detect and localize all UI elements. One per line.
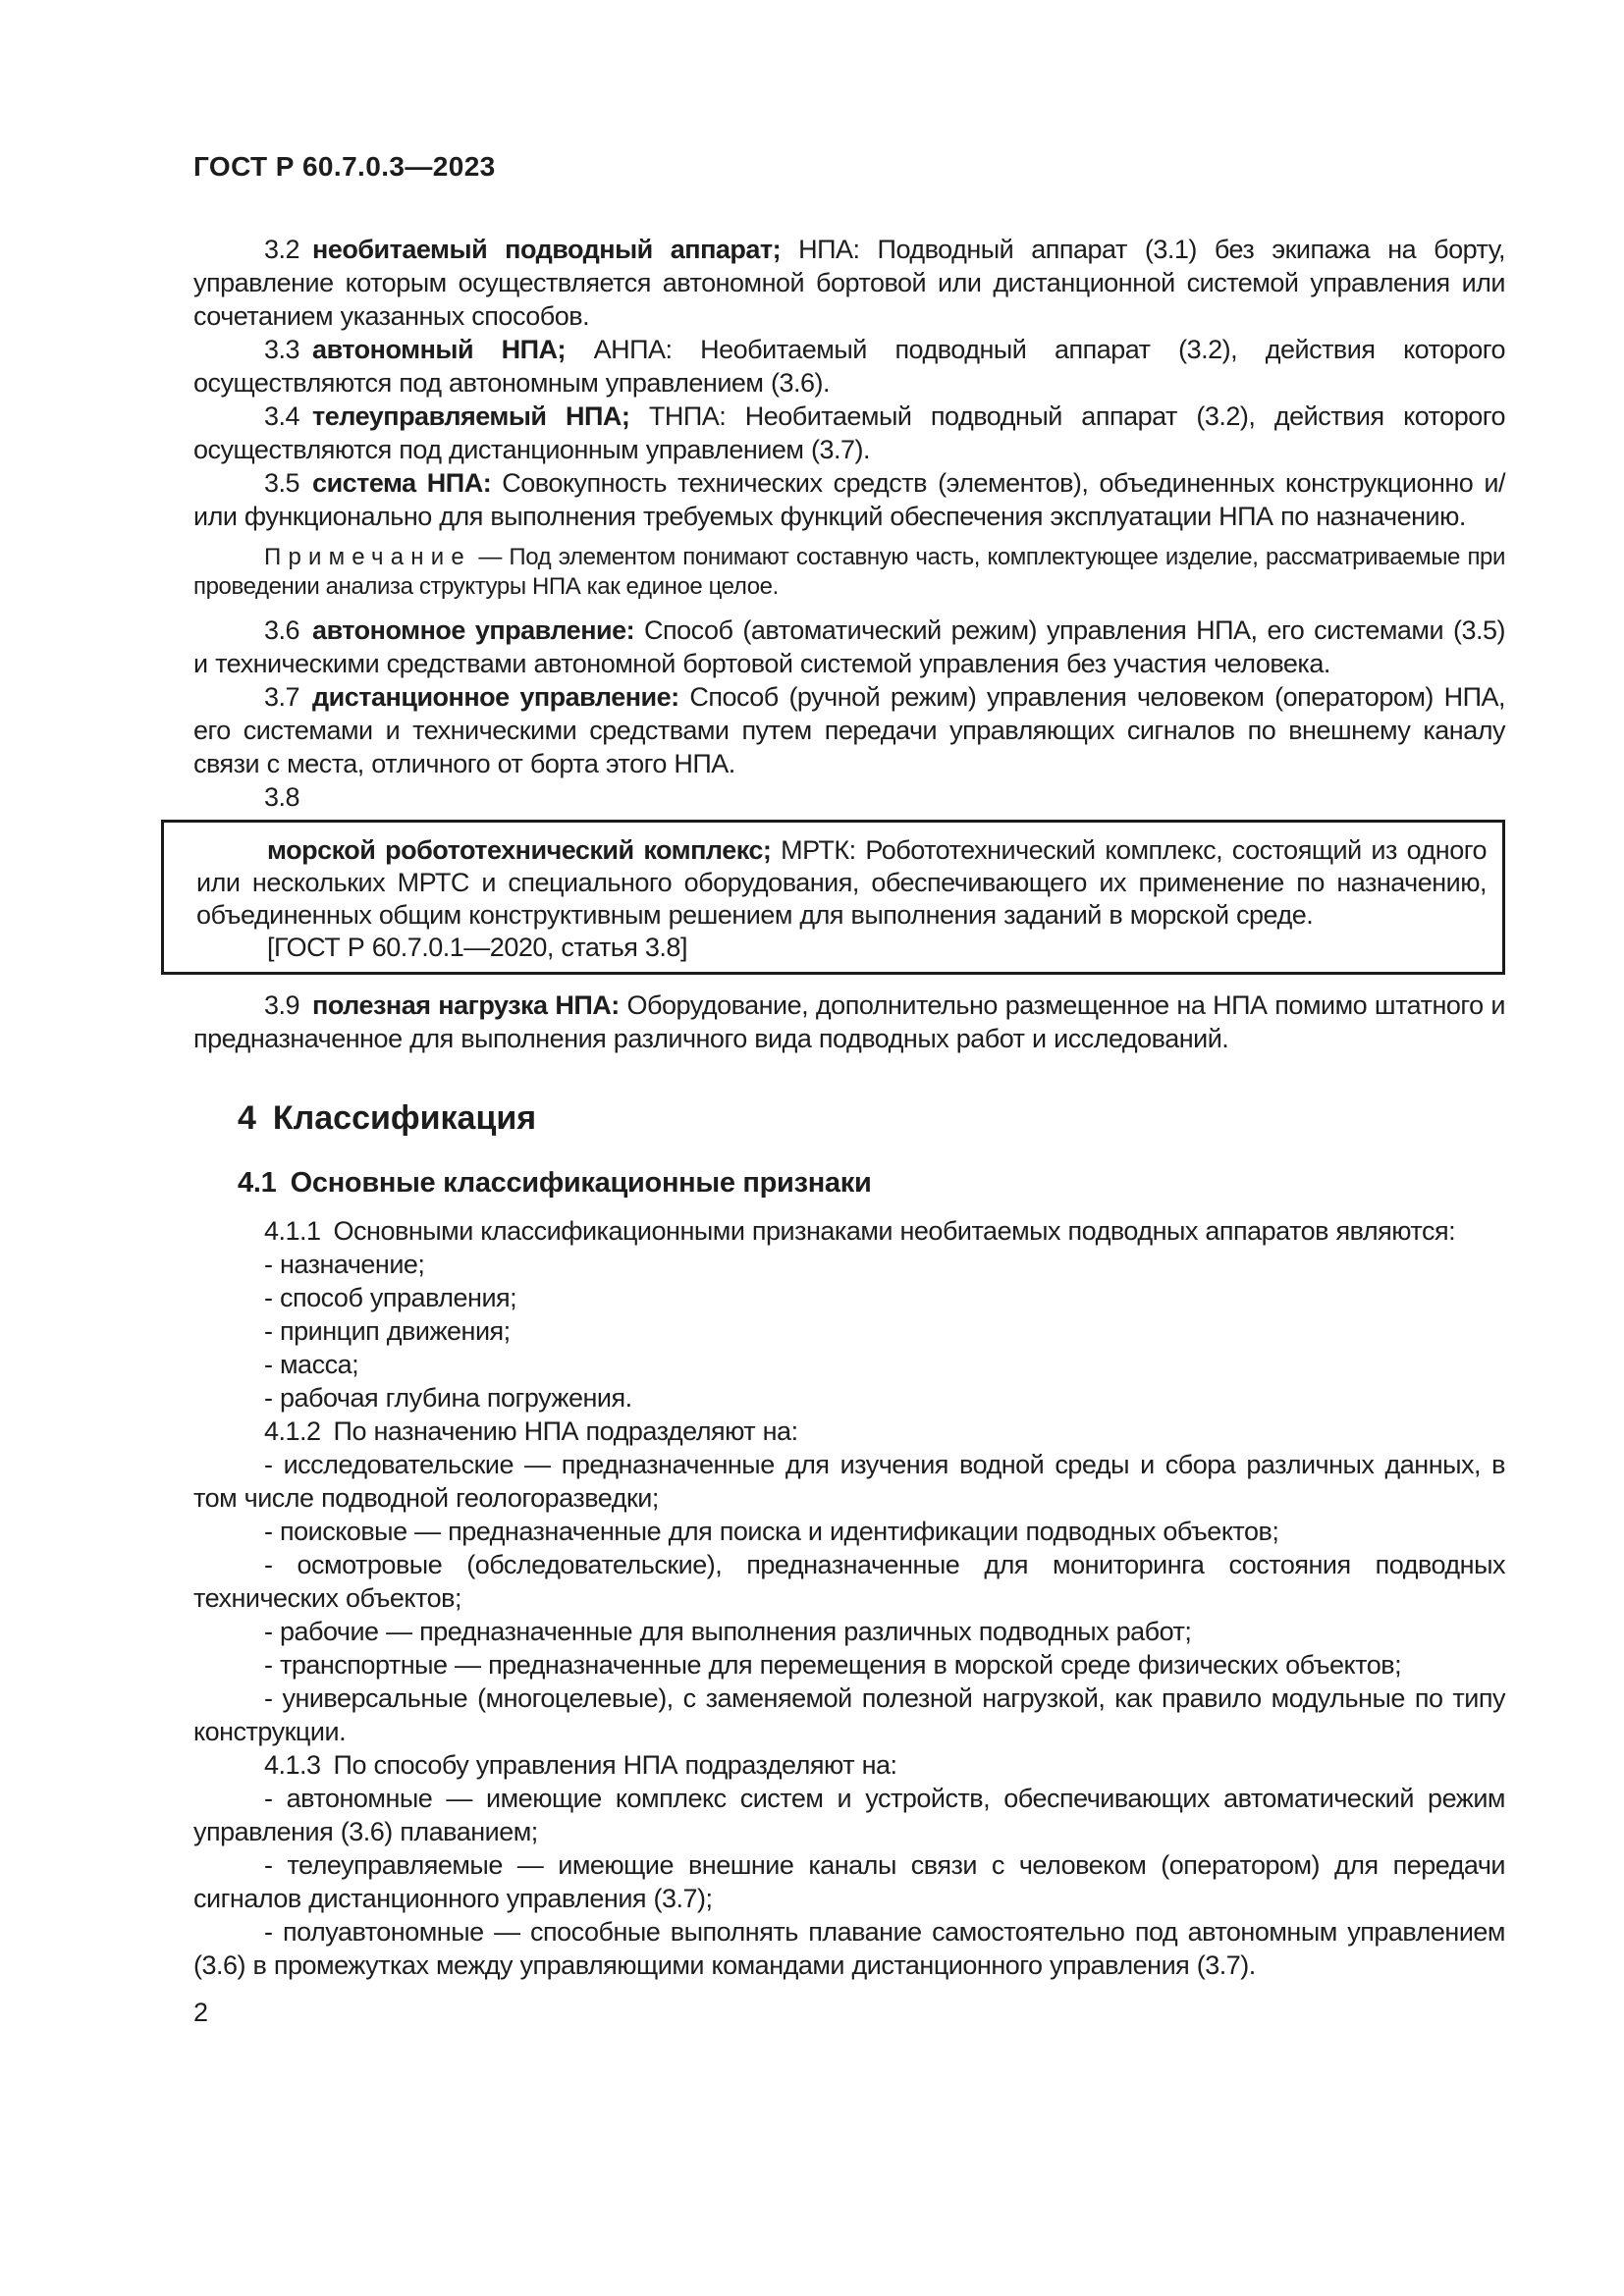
definition-box [161,820,1505,975]
term-paragraph-3.2: 3.2 необитаемый подводный аппарат; НПА: Подводный аппарат (3.1) без экипажа на борту, управление которым осуществляется автономной бортовой или дистанционной системой управления или сочетанием указанных способов. [193,235,1506,331]
list-item: - транспортные — предназначенные для перемещения в морской среде физических объектов; [264,1650,1402,1680]
term-paragraph-3.7: 3.7 дистанционное управление: Способ (ручной режим) управления человеком (оператором) НПА, его системами и техническими средствами путем передачи управляющих сигналов по внешнему каналу связи с места, отличного от борта этого НПА. [193,682,1505,778]
term-name: полезная нагрузка НПА: [312,990,620,1020]
box-source-reference: [ГОСТ Р 60.7.0.1—2020, статья 3.8] [267,933,687,962]
list-item: - исследовательские — предназначенные для изучения водной среды и сбора различных данных, в том числе подводной геологоразведки; [193,1450,1505,1513]
term-name: дистанционное управление: [312,682,679,712]
term-name: система НПА: [312,468,492,498]
document-body [193,233,1505,1982]
list-item: - полуавтономные — способные выполнять плавание самостоятельно под автономным управлением (3.6) в промежутках между управляющими командами дистанционного управления (3.7). [193,1917,1505,1980]
term-paragraph-3.9: 3.9 полезная нагрузка НПА: Оборудование, дополнительно размещенное на НПА помимо штатного и предназначенное для выполнения различного вида подводных работ и исследований. [193,990,1505,1053]
list-item: - назначение; [264,1250,425,1279]
list-item: - осмотровые (обследовательские), предназначенные для мониторинга состояния подводных технических объектов; [193,1550,1505,1613]
list-item: - рабочие — предназначенные для выполнения различных подводных работ; [264,1617,1192,1646]
paragraph: 3.8 [264,782,300,812]
doc-code-header: ГОСТ Р 60.7.0.3—2023 [193,151,496,182]
term-name: морской робототехнический комплекс; [267,835,772,865]
list-item: - рабочая глубина погружения. [264,1383,632,1413]
list-item: - универсальные (многоцелевые), с заменяемой полезной нагрузкой, как правило модульные по типу конструкции. [193,1683,1505,1746]
term-paragraph-3.5: 3.5 система НПА: Совокупность технических средств (элементов), объединенных конструкционно и/или функционально для выполнения требуемых функций обеспечения эксплуатации НПА по назначению. [193,468,1505,531]
list-item: - принцип движения; [264,1316,511,1346]
list-item: - автономные — имеющие комплекс систем и устройств, обеспечивающих автоматический режим управления (3.6) плаванием; [193,1784,1505,1846]
term-paragraph-3.4: 3.4 телеуправляемый НПА; ТНПА: Необитаемый подводный аппарат (3.2), действия которого осуществляются под дистанционным управлением (3.7). [193,401,1505,464]
term-name: телеуправляемый НПА; [312,401,630,431]
list-item: - масса; [264,1350,359,1379]
paragraph-4.1.2: 4.1.2 По назначению НПА подразделяют на: [264,1416,798,1446]
paragraph-4.1.1: 4.1.1 Основными классификационными признаками необитаемых подводных аппаратов являются: [264,1216,1456,1246]
note-paragraph: Примечание — Под элементом понимают составную часть, комплектующее изделие, рассматриваемые при проведении анализа структуры НПА как единое целое. [193,544,1505,600]
term-paragraph-3.3: 3.3 автономный НПА; АНПА: Необитаемый подводный аппарат (3.2), действия которого осуществляются под автономным управлением (3.6). [193,335,1505,398]
note-label: Примечание [264,544,471,570]
term-name: необитаемый подводный аппарат; [312,235,782,264]
paragraph-4.1.3: 4.1.3 По способу управления НПА подразделяют на: [264,1750,897,1780]
term-name: автономный НПА; [312,335,567,364]
box-term-paragraph: морской робототехнический комплекс; МРТК: Робототехнический комплекс, состоящий из одного или нескольких МРТС и специального оборудования, обеспечивающего их применение по назначению, объединенных общим конструктивным решением для выполнения заданий в морской среде. [196,835,1487,930]
document-content [193,152,1505,2029]
list-item: - телеуправляемые — имеющие внешние каналы связи с человеком (оператором) для передачи сигналов дистанционного управления (3.7); [193,1850,1505,1913]
term-name: автономное управление: [312,615,635,645]
list-item: - способ управления; [264,1283,517,1312]
page-number: 2 [193,1998,209,2027]
section-heading: 4 Классификация [238,1099,537,1137]
term-paragraph-3.6: 3.6 автономное управление: Способ (автоматический режим) управления НПА, его системами (3.5) и техническими средствами автономной бортовой системой управления без участия человека. [193,615,1505,678]
list-item: - поисковые — предназначенные для поиска и идентификации подводных объектов; [264,1517,1279,1546]
subsection-heading: 4.1 Основные классификационные признаки [238,1167,872,1199]
